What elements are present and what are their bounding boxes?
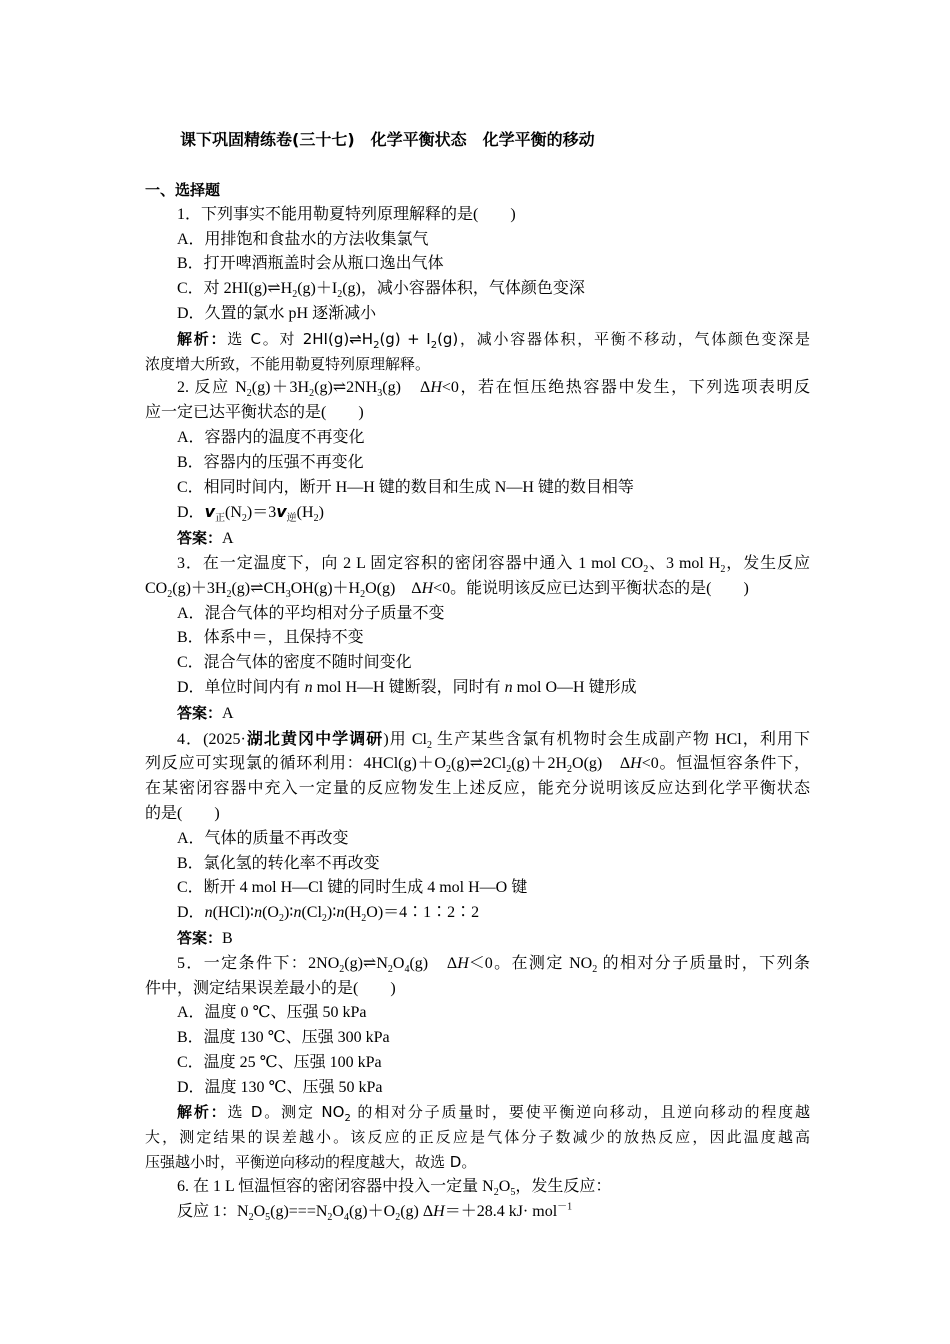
q1-analysis: 解析：选 C。对 $2HI(g)\rightleftharpoons H_2(g) + I_2(g)$，减小容器体积，平衡不移动，气体颜色变深是 xyxy=(177,329,810,351)
q5-option-b: B．温度 130 ℃、压强 300 kPa xyxy=(177,1029,390,1047)
q5-analysis-cont-1: 大，测定结果的误差越小。该反应的正反应是气体分子数减少的放热反应，因此温度越高 xyxy=(145,1128,810,1147)
q4-option-b: B．氯化氢的转化率不再改变 xyxy=(177,854,380,872)
q4-source: 湖北黄冈中学调研 xyxy=(245,728,384,748)
q5-analysis-cont-2: 压强越小时，平衡逆向移动的程度越大，故选 D。 xyxy=(145,1153,477,1172)
q2-option-c: C．相同时间内，断开 H—H 键的数目和生成 N—H 键的数目相等 xyxy=(177,478,634,496)
q1-option-a: A．用排饱和食盐水的方法收集氯气 xyxy=(177,230,429,248)
q1-analysis-cont: 浓度增大所致，不能用勒夏特列原理解释。 xyxy=(145,354,431,373)
q4-stem-cont-1: 列反应可实现氯的循环利用：$4HCl(g)+O_2(g)\rightleftharpoons 2Cl_2(g)+2H_2O(g)$ ΔH<0。恒温恒容条件下， xyxy=(145,755,810,776)
q3-stem-cont: $CO_2(g)+3H_2(g)\rightleftharpoons CH_3OH(g)+H_2O(g)$ ΔH<0。能说明该反应已达到平衡状态的是( ) xyxy=(145,579,749,600)
q4-stem-cont-3: 的是( ) xyxy=(145,804,220,822)
section-heading: 一、选择题 xyxy=(145,181,221,199)
q4-option-c: C．断开 4 mol H—Cl 键的同时生成 4 mol H—O 键 xyxy=(177,879,528,897)
page-title: 课下巩固精练卷(三十七) 化学平衡状态 化学平衡的移动 xyxy=(180,130,595,149)
q3-answer: 答案：A xyxy=(177,703,234,722)
q4-option-d: D．$n(HCl)∶n(O_2)∶n(Cl_2)∶n(H_2O)=4∶1∶2∶2$ xyxy=(177,904,480,925)
q5-option-d: D．温度 130 ℃、压强 50 kPa xyxy=(177,1078,383,1096)
q2-answer: 答案：A xyxy=(177,529,234,548)
q1-stem: 1．下列事实不能用勒夏特列原理解释的是( ) xyxy=(177,205,516,223)
q2-option-a: A．容器内的温度不再变化 xyxy=(177,428,365,446)
q6-reaction-1: 反应 1：$N_2O_5(g)===N_2O_4(g)+O_2(g)$ ΔH＝＋28.4 kJ· mol$^{-1}$ xyxy=(177,1201,573,1223)
q4-stem-cont-2: 在某密闭容器中充入一定量的反应物发生上述反应，能充分说明该反应达到化学平衡状态 xyxy=(145,780,810,798)
q3-option-d: D．单位时间内有 n mol H—H 键断裂，同时有 n mol O—H 键形成 xyxy=(177,678,637,696)
q4-answer: 答案：B xyxy=(177,928,233,947)
q4-option-a: A．气体的质量不再改变 xyxy=(177,829,349,847)
exercise-content xyxy=(145,178,810,1224)
q4-stem: 4．(2025·湖北黄冈中学调研)用 $Cl_2$ 生产某些含氯有机物时会生成副产物 HCl，利用下 xyxy=(177,728,810,751)
q3-option-b: B．体系中＝，且保持不变 xyxy=(177,629,364,647)
q3-stem: 3．在一定温度下，向 2 L 固定容积的密闭容器中通入 1 mol $CO_2$、3 mol $H_2$，发生反应 xyxy=(177,554,810,576)
q1-option-b: B．打开啤酒瓶盖时会从瓶口逸出气体 xyxy=(177,255,444,273)
q5-analysis: 解析：选 D。测定 $NO_2$ 的相对分子质量时，要使平衡逆向移动，且逆向移动的程度越 xyxy=(177,1103,810,1125)
q3-option-c: C．混合气体的密度不随时间变化 xyxy=(177,654,412,672)
q5-stem: 5．一定条件下：$2NO_2(g)\rightleftharpoons N_2O_4(g)$ ΔH＜0。在测定 $NO_2$ 的相对分子质量时，下列条 xyxy=(177,954,810,975)
q5-option-c: C．温度 25 ℃、压强 100 kPa xyxy=(177,1053,382,1071)
q5-stem-cont: 件中，测定结果误差最小的是( ) xyxy=(145,979,396,997)
q6-stem: 6. 在 1 L 恒温恒容的密闭容器中投入一定量 $N_2O_5$，发生反应： xyxy=(177,1177,612,1199)
q2-stem-cont: 应一定已达平衡状态的是( ) xyxy=(145,404,364,422)
q2-stem: 2. 反应 $N_2(g)+3H_2(g)\rightleftharpoons 2NH_3(g)$ ΔH<0，若在恒压绝热容器中发生，下列选项表明反 xyxy=(177,379,811,400)
q1-option-d: D．久置的氯水 pH 逐渐减小 xyxy=(177,304,377,322)
q2-option-d: D．$v_正(N_2)=3v_逆(H_2)$ xyxy=(177,502,324,525)
q5-option-a: A．温度 0 ℃、压强 50 kPa xyxy=(177,1004,367,1022)
q1-option-c: C．对 $2HI(g)\rightleftharpoons H_2(g)+I_2(g)$，减小容器体积，气体颜色变深 xyxy=(177,280,585,301)
q3-option-a: A．混合气体的平均相对分子质量不变 xyxy=(177,604,445,622)
q2-option-b: B．容器内的压强不再变化 xyxy=(177,453,364,471)
